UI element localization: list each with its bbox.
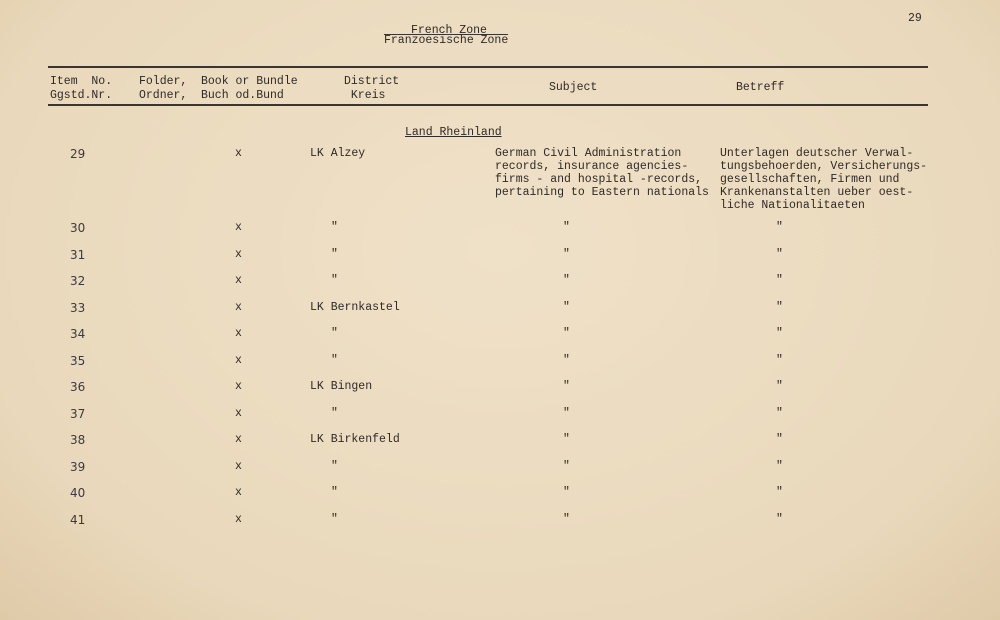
subject: " — [563, 274, 570, 287]
item-number: 35 — [70, 353, 86, 368]
district: LK Alzey — [310, 147, 366, 160]
title-german: Franzoesische Zone — [384, 34, 509, 47]
district: " — [331, 327, 338, 340]
col-book-de: Buch od.Bund — [201, 89, 284, 102]
table-row — [0, 221, 1000, 235]
col-folder-en: Folder, — [139, 75, 188, 88]
book-mark: x — [235, 300, 242, 314]
betreff: " — [776, 406, 783, 420]
book-mark: x — [235, 247, 242, 261]
subject: German Civil Administration records, insurance agencies- firms - and hospital -records, pertaining to Eastern nationals — [495, 147, 709, 199]
table-row — [0, 380, 1000, 394]
page-number: 29 — [908, 12, 922, 25]
table-row — [0, 433, 1000, 447]
betreff: " — [776, 459, 783, 473]
betreff: " — [776, 274, 783, 287]
betreff: " — [776, 327, 783, 340]
district: " — [331, 221, 338, 234]
book-mark: x — [235, 512, 242, 526]
district: LK Bernkastel — [310, 300, 400, 314]
table-row — [0, 486, 1000, 500]
subject: " — [563, 300, 570, 314]
betreff: " — [776, 247, 783, 261]
subject: " — [563, 433, 570, 446]
subject: " — [563, 221, 570, 234]
district: " — [331, 486, 338, 499]
betreff: " — [776, 433, 783, 446]
item-number: 30 — [70, 221, 86, 235]
col-folder-de: Ordner, — [139, 89, 188, 102]
col-item-en: Item No. — [50, 75, 113, 88]
item-number: 33 — [70, 300, 86, 315]
item-number: 39 — [70, 459, 86, 474]
table-row — [0, 248, 1000, 262]
title-english: French Zone — [411, 24, 487, 37]
subject: " — [563, 353, 570, 367]
section-heading: Land Rheinland — [405, 126, 502, 139]
betreff: " — [776, 380, 783, 393]
betreff: " — [776, 353, 783, 367]
header-bottom-rule — [48, 104, 928, 106]
district: " — [331, 247, 338, 261]
table-row — [0, 301, 1000, 315]
item-number: 31 — [70, 247, 86, 262]
district: " — [331, 512, 338, 526]
subject: " — [563, 406, 570, 420]
table-row — [0, 513, 1000, 527]
col-betreff: Betreff — [736, 81, 785, 94]
table-row — [0, 407, 1000, 421]
subject: " — [563, 247, 570, 261]
subject: " — [563, 459, 570, 473]
book-mark: x — [235, 486, 242, 499]
col-book-en: Book or Bundle — [201, 75, 298, 88]
book-mark: x — [235, 380, 242, 393]
district: " — [331, 459, 338, 473]
subject: " — [563, 380, 570, 393]
table-row — [0, 460, 1000, 474]
subject: " — [563, 327, 570, 340]
table-row — [0, 147, 1000, 212]
item-number: 41 — [70, 512, 86, 527]
district: " — [331, 274, 338, 287]
table-row — [0, 327, 1000, 341]
header-top-rule — [48, 66, 928, 68]
district: LK Bingen — [310, 380, 373, 393]
book-mark: x — [235, 221, 242, 234]
district: " — [331, 353, 338, 367]
district: " — [331, 406, 338, 420]
item-number: 36 — [70, 380, 86, 394]
subject: " — [563, 512, 570, 526]
item-number: 32 — [70, 274, 86, 288]
item-number: 34 — [70, 327, 86, 341]
table-row — [0, 354, 1000, 368]
book-mark: x — [235, 406, 242, 420]
book-mark: x — [235, 433, 242, 446]
betreff: " — [776, 300, 783, 314]
subject: " — [563, 486, 570, 499]
table-row — [0, 274, 1000, 288]
book-mark: x — [235, 274, 242, 287]
item-number: 38 — [70, 433, 86, 447]
betreff: " — [776, 486, 783, 499]
book-mark: x — [235, 353, 242, 367]
col-district-en: District — [344, 75, 400, 88]
book-mark: x — [235, 459, 242, 473]
book-mark: x — [235, 147, 242, 160]
col-subject: Subject — [549, 81, 598, 94]
item-number: 40 — [70, 486, 86, 500]
betreff: " — [776, 512, 783, 526]
book-mark: x — [235, 327, 242, 340]
col-district-de: Kreis — [344, 89, 386, 102]
item-number: 29 — [70, 147, 86, 161]
betreff: " — [776, 221, 783, 234]
district: LK Birkenfeld — [310, 433, 400, 446]
col-item-de: Ggstd.Nr. — [50, 89, 113, 102]
betreff: Unterlagen deutscher Verwal- tungsbehoerden, Versicherungs- gesellschaften, Firmen und Krankenanstalten ueber oest- liche Nationalitaeten — [720, 147, 928, 212]
item-number: 37 — [70, 406, 86, 421]
